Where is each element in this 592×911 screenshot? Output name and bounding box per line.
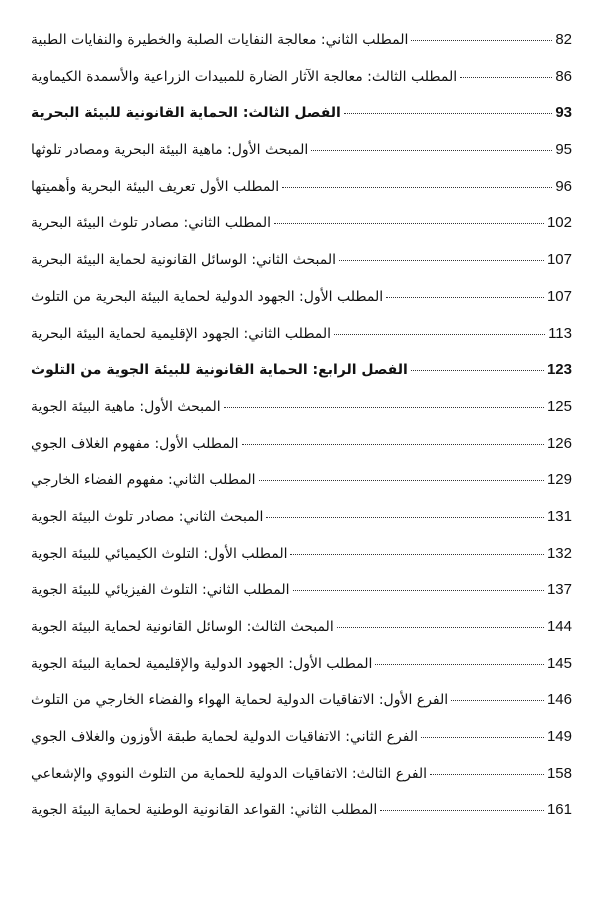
toc-entry-title: المبحث الثاني: مصادر تلوث البيئة الجوية	[31, 508, 264, 525]
toc-entry-title: المطلب الأول تعريف البيئة البحرية وأهميتها	[31, 178, 280, 195]
dot-leader	[344, 113, 552, 114]
dot-leader	[334, 334, 545, 335]
dot-leader	[411, 370, 544, 371]
table-of-contents	[31, 22, 572, 829]
toc-entry-page-number: 96	[555, 177, 572, 195]
toc-entry	[31, 682, 572, 719]
toc-entry-page-number: 158	[546, 764, 572, 782]
toc-entry	[31, 132, 572, 169]
dot-leader	[380, 810, 544, 811]
dot-leader	[375, 664, 544, 665]
dot-leader	[311, 150, 552, 151]
dot-leader	[224, 407, 544, 408]
toc-entry	[31, 59, 572, 96]
toc-entry-page-number: 95	[555, 141, 572, 159]
toc-entry-title: المطلب الثاني: مصادر تلوث البيئة البحرية	[31, 215, 272, 232]
toc-entry	[31, 792, 572, 829]
toc-entry-title: المطلب الثالث: معالجة الآثار الضارة للمبيدات الزراعية والأسمدة الكيماوية	[31, 68, 458, 85]
toc-entry-title: المطلب الثاني: مفهوم الفضاء الخارجي	[31, 472, 256, 489]
toc-entry-page-number: 129	[546, 471, 572, 489]
dot-leader	[282, 187, 552, 188]
toc-entry-page-number: 93	[555, 104, 572, 122]
toc-entry-title: الفرع الثالث: الاتفاقيات الدولية للحماية من التلوث النووي والإشعاعي	[31, 765, 428, 782]
toc-entry-page-number: 125	[546, 397, 572, 415]
toc-entry	[31, 352, 572, 389]
dot-leader	[386, 297, 544, 298]
toc-entry-title: المبحث الأول: ماهية البيئة البحرية ومصادر تلوثها	[31, 142, 309, 159]
toc-entry	[31, 462, 572, 499]
toc-entry-page-number: 102	[546, 214, 572, 232]
toc-entry	[31, 609, 572, 646]
toc-entry	[31, 646, 572, 683]
toc-entry	[31, 756, 572, 793]
toc-entry-page-number: 145	[546, 654, 572, 672]
toc-entry-title: الفرع الثاني: الاتفاقيات الدولية لحماية طبقة الأوزون والغلاف الجوي	[31, 729, 418, 746]
toc-entry-page-number: 146	[546, 691, 572, 709]
toc-entry-title: الفرع الأول: الاتفاقيات الدولية لحماية الهواء والفضاء الخارجي من التلوث	[31, 692, 449, 709]
dot-leader	[337, 627, 544, 628]
dot-leader	[242, 444, 544, 445]
toc-entry-title: الفصل الثالث: الحماية القانونية للبيئة البحرية	[31, 105, 341, 122]
dot-leader	[411, 40, 552, 41]
dot-leader	[430, 774, 544, 775]
toc-entry-page-number: 137	[546, 581, 572, 599]
toc-entry-title: المطلب الثاني: القواعد القانونية الوطنية لحماية البيئة الجوية	[31, 802, 378, 819]
toc-entry-title: المطلب الثاني: الجهود الإقليمية لحماية البيئة البحرية	[31, 325, 332, 342]
toc-entry-title: المطلب الثاني: معالجة النفايات الصلبة والخطيرة والنفايات الطبية	[31, 32, 409, 48]
toc-entry	[31, 242, 572, 279]
toc-entry	[31, 316, 572, 353]
dot-leader	[460, 77, 552, 78]
toc-entry-page-number: 132	[546, 544, 572, 562]
toc-entry-page-number: 161	[546, 801, 572, 819]
toc-entry-title: المبحث الثاني: الوسائل القانونية لحماية البيئة البحرية	[31, 252, 336, 269]
toc-entry	[31, 536, 572, 573]
toc-entry	[31, 389, 572, 426]
toc-entry-title: الفصل الرابع: الحماية القانونية للبيئة الجوية من التلوث	[31, 362, 408, 379]
toc-entry-title: المطلب الأول: الجهود الدولية لحماية البيئة البحرية من التلوث	[31, 288, 384, 305]
dot-leader	[451, 700, 544, 701]
dot-leader	[421, 737, 544, 738]
dot-leader	[274, 223, 544, 224]
toc-entry-page-number: 123	[546, 361, 572, 379]
toc-entry	[31, 95, 572, 132]
toc-entry-title: المطلب الثاني: التلوث الفيزيائي للبيئة الجوية	[31, 582, 290, 599]
toc-entry	[31, 205, 572, 242]
dot-leader	[293, 590, 544, 591]
toc-entry	[31, 499, 572, 536]
toc-entry-page-number: 126	[546, 434, 572, 452]
toc-entry-page-number: 107	[546, 287, 572, 305]
toc-entry-page-number: 149	[546, 728, 572, 746]
toc-entry-title: المطلب الأول: مفهوم الغلاف الجوي	[31, 435, 239, 452]
toc-entry-page-number: 82	[555, 31, 572, 48]
toc-entry-title: المطلب الأول: التلوث الكيميائي للبيئة الجوية	[31, 545, 288, 562]
toc-entry-page-number: 107	[546, 251, 572, 269]
toc-entry	[31, 22, 572, 59]
toc-entry-title: المبحث الأول: ماهية البيئة الجوية	[31, 398, 221, 415]
dot-leader	[339, 260, 544, 261]
toc-entry	[31, 279, 572, 316]
dot-leader	[266, 517, 544, 518]
toc-entry	[31, 169, 572, 206]
toc-entry-title: المبحث الثالث: الوسائل القانونية لحماية البيئة الجوية	[31, 619, 334, 635]
dot-leader	[290, 554, 543, 555]
toc-entry-page-number: 86	[555, 67, 572, 85]
toc-entry	[31, 572, 572, 609]
toc-entry-title: المطلب الأول: الجهود الدولية والإقليمية لحماية البيئة الجوية	[31, 655, 373, 672]
toc-entry-page-number: 144	[546, 618, 572, 635]
toc-entry-page-number: 113	[548, 324, 572, 342]
toc-entry	[31, 719, 572, 756]
toc-entry	[31, 426, 572, 463]
toc-entry-page-number: 131	[546, 507, 572, 525]
dot-leader	[259, 480, 544, 481]
